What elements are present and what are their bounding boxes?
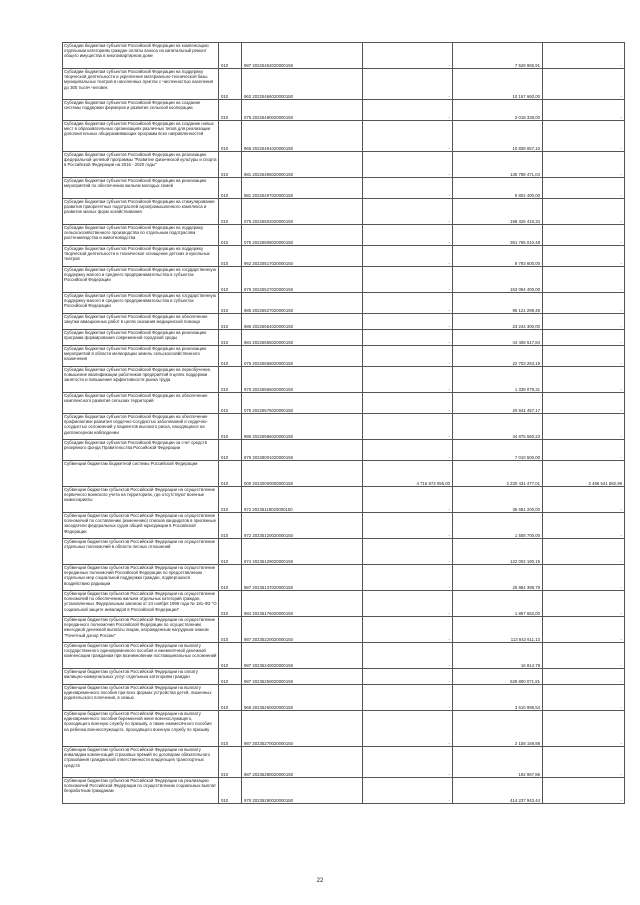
row-executed-cell: 23 244 300,00 [453,314,543,330]
row-name-cell: Субсидии бюджетам субъектов Российской Федерации на реализацию программ формирования современной городской среды [63,330,219,346]
row-code-cell: 010 [219,346,242,367]
table-row [63,440,625,461]
row-kbk-cell: 985 20225527020000150 [242,293,363,314]
row-unexecuted-cell: - [543,178,625,199]
row-kbk-cell: 979 20225527020000150 [242,267,363,293]
row-name-cell: Субвенции бюджетам субъектов Российской Федерации на осуществление переданного полномочия Российской Федерации по осуществлению ежегодной денежной выплаты лицам, награжденным нагрудным знаком "Почетный донор России" [63,617,219,643]
row-approved-cell: - [363,330,453,346]
row-code-cell: 010 [219,685,242,711]
row-kbk-cell: 962 20225517020000150 [242,246,363,267]
row-unexecuted-cell: - [543,617,625,643]
row-approved-cell: - [363,669,453,685]
row-unexecuted-cell: - [543,121,625,152]
row-unexecuted-cell: - [543,685,625,711]
row-executed-cell: 528 800 071,81 [453,669,543,685]
row-name-cell: Субвенции бюджетам субъектов Российской Федерации на выплату единовременного пособия беременной жене военнослужащего, проходящего военную службу по призыву, а также ежемесячного пособия на ребенка военнослужащего, проходящего военную службу по призыву [63,711,219,747]
row-executed-cell: 113 842 611,13 [453,617,543,643]
row-code-cell: 010 [219,393,242,414]
row-approved-cell: - [363,487,453,513]
row-executed-cell: 10 838 657,10 [453,121,543,152]
budget-table [62,42,625,804]
row-unexecuted-cell: - [543,487,625,513]
row-code-cell: 010 [219,711,242,747]
row-approved-cell: - [363,513,453,539]
row-kbk-cell: 986 20225554020000150 [242,314,363,330]
row-name-cell: Субвенции бюджетам субъектов Российской Федерации на выплату инвалидам компенсаций страховых премий по договорам обязательного страхования гражданской ответственности владельцев транспортных средств [63,747,219,778]
row-code-cell: 010 [219,69,242,100]
table-row [63,711,625,747]
row-code-cell: 010 [219,367,242,393]
row-approved-cell: - [363,246,453,267]
row-approved-cell: - [363,778,453,804]
row-unexecuted-cell: - [543,747,625,778]
row-code-cell: 010 [219,100,242,121]
row-approved-cell: 4 716 973 055,00 [363,461,453,487]
row-kbk-cell: 075 20225480020000150 [242,100,363,121]
budget-table-sheet [62,42,624,804]
row-unexecuted-cell: - [543,393,625,414]
row-kbk-cell: 987 20235250020000150 [242,669,363,685]
row-unexecuted-cell: - [543,100,625,121]
row-executed-cell: 1 508 700,00 [453,513,543,539]
row-approved-cell: - [363,199,453,225]
table-row [63,513,625,539]
table-row [63,487,625,513]
row-kbk-cell: 962 20225466020000150 [242,69,363,100]
row-unexecuted-cell: - [543,643,625,669]
row-kbk-cell: 075 20225576020000150 [242,393,363,414]
row-kbk-cell: 075 20225508020000150 [242,225,363,246]
row-executed-cell: 2 018 338,00 [453,100,543,121]
row-executed-cell: 10 167 660,00 [453,69,543,100]
row-approved-cell: - [363,414,453,440]
row-kbk-cell: 984 20225555020000150 [242,330,363,346]
row-approved-cell: - [363,565,453,591]
row-name-cell: Субсидии бюджетам субъектов Российской Федерации на создание системы поддержки фермеров и развитие сельской кооперации [63,100,219,121]
row-approved-cell: - [363,152,453,178]
row-unexecuted-cell: - [543,293,625,314]
table-row [63,225,625,246]
row-kbk-cell: 987 20235270020000150 [242,711,363,747]
row-executed-cell: 7 528 965,91 [453,43,543,69]
row-name-cell: Субсидии бюджетам субъектов Российской Федерации на обеспечение закупки авиационных работ в целях оказания медицинской помощи [63,314,219,330]
row-kbk-cell: 972 20235118020000150 [242,487,363,513]
table-row [63,152,625,178]
row-code-cell: 010 [219,487,242,513]
table-row [63,669,625,685]
table-row [63,121,625,152]
table-row [63,565,625,591]
row-code-cell: 010 [219,330,242,346]
table-row [63,69,625,100]
row-approved-cell: - [363,100,453,121]
row-unexecuted-cell: - [543,246,625,267]
row-code-cell: 010 [219,121,242,152]
table-row [63,330,625,346]
row-executed-cell: 16 814,78 [453,643,543,669]
table-row [63,747,625,778]
row-kbk-cell: 987 20235240020000150 [242,643,363,669]
row-unexecuted-cell: - [543,778,625,804]
row-unexecuted-cell: - [543,346,625,367]
row-unexecuted-cell: - [543,591,625,617]
row-kbk-cell: 987 20235220020000150 [242,617,363,643]
row-code-cell: 010 [219,461,242,487]
row-unexecuted-cell: - [543,414,625,440]
row-name-cell: Субвенции бюджетам субъектов Российской Федерации на осуществление отдельных полномочий в области лесных отношений [63,539,219,565]
row-approved-cell: - [363,617,453,643]
table-row [63,539,625,565]
row-kbk-cell: 966 20225491020000150 [242,121,363,152]
row-name-cell: Субвенции бюджетам субъектов Российской Федерации на выплату единовременного пособия при всех формах устройства детей, лишенных родительского попечения, в семью [63,685,219,711]
row-unexecuted-cell: - [543,565,625,591]
row-approved-cell: - [363,643,453,669]
row-unexecuted-cell: - [543,711,625,747]
row-executed-cell: 192 967,86 [453,747,543,778]
row-code-cell: 010 [219,314,242,330]
row-code-cell: 010 [219,617,242,643]
row-executed-cell: 95 121 299,49 [453,293,543,314]
row-executed-cell: 44 408 617,84 [453,330,543,346]
row-code-cell: 010 [219,747,242,778]
row-unexecuted-cell: - [543,199,625,225]
row-kbk-cell: 986 20225586020000150 [242,414,363,440]
table-row [63,591,625,617]
page-number: 22 [316,878,324,884]
table-row [63,314,625,330]
row-unexecuted-cell: - [543,513,625,539]
row-executed-cell: 2 230 431 477,01 [453,461,543,487]
row-name-cell: Субсидии бюджетам субъектов Российской Федерации на поддержку творческой деятельности и техническое оснащение детских и кукольных театров [63,246,219,267]
row-kbk-cell: 000 20230000000000150 [242,461,363,487]
row-kbk-cell: 972 20235120020000150 [242,513,363,539]
row-approved-cell: - [363,69,453,100]
row-code-cell: 010 [219,513,242,539]
row-unexecuted-cell: - [543,314,625,330]
row-kbk-cell: 075 20225502020000150 [242,199,363,225]
row-approved-cell: - [363,539,453,565]
row-code-cell: 010 [219,440,242,461]
row-executed-cell: 1 339 079,31 [453,367,543,393]
row-code-cell: 010 [219,591,242,617]
row-kbk-cell: 974 20235129020000150 [242,539,363,565]
row-unexecuted-cell: - [543,267,625,293]
row-executed-cell: 34 875 560,23 [453,414,543,440]
table-row [63,246,625,267]
row-unexecuted-cell: - [543,43,625,69]
row-name-cell: Субсидии бюджетам субъектов Российской Федерации на государственную поддержку малого и среднего предпринимательства в субъектах Российской Федерации [63,267,219,293]
row-code-cell: 010 [219,43,242,69]
row-name-cell: Субсидии бюджетам субъектов Российской Федерации на компенсацию отдельным категориям граждан оплаты взноса на капитальный ремонт общего имущества в многоквартирном доме [63,43,219,69]
row-kbk-cell: 981 20225497020000150 [242,178,363,199]
row-approved-cell: - [363,121,453,152]
row-kbk-cell: 075 20225568020000150 [242,346,363,367]
table-row [63,778,625,804]
row-code-cell: 010 [219,778,242,804]
table-row [63,617,625,643]
row-executed-cell: 20 841 457,17 [453,393,543,414]
row-unexecuted-cell: - [543,669,625,685]
row-code-cell: 010 [219,152,242,178]
row-executed-cell: 9 802 400,00 [453,178,543,199]
row-unexecuted-cell: - [543,152,625,178]
row-unexecuted-cell: - [543,367,625,393]
row-executed-cell: 153 094 400,00 [453,267,543,293]
table-row [63,267,625,293]
row-name-cell: Субсидии бюджетам субъектов Российской Федерации на поддержку творческой деятельности и укрепление материально-технической базы муниципальных театров в населенных пунктах с численностью населения до 300 тысяч человек [63,69,219,100]
row-approved-cell: - [363,225,453,246]
table-row [63,178,625,199]
row-unexecuted-cell: 2 486 541 582,99 [543,461,625,487]
row-executed-cell: 3 610 998,54 [453,685,543,711]
row-executed-cell: 7 010 500,00 [453,440,543,461]
row-unexecuted-cell: - [543,539,625,565]
row-executed-cell: 1 857 652,00 [453,591,543,617]
row-code-cell: 010 [219,178,242,199]
row-unexecuted-cell: - [543,69,625,100]
row-code-cell: 010 [219,643,242,669]
row-approved-cell: - [363,43,453,69]
row-code-cell: 010 [219,199,242,225]
row-code-cell: 010 [219,539,242,565]
row-executed-cell: 135 788 471,04 [453,152,543,178]
row-name-cell: Субсидии бюджетам субъектов Российской Федерации за счет средств резервного фонда Правительства Российской Федерации [63,440,219,461]
row-name-cell: Субвенции бюджетам субъектов Российской Федерации на оплату жилищно-коммунальных услуг отдельным категориям граждан [63,669,219,685]
row-name-cell: Субсидии бюджетам субъектов Российской Федерации на реализацию федеральной целевой программы "Развитие физической культуры и спорта в Российской Федерации на 2016 - 2020 годы" [63,152,219,178]
row-name-cell: Субвенции бюджетам субъектов Российской Федерации на осуществление первичного воинского учета на территориях, где отсутствуют военные комиссариаты [63,487,219,513]
row-executed-cell: 122 002 190,19 [453,539,543,565]
table-row [63,685,625,711]
row-code-cell: 010 [219,267,242,293]
row-approved-cell: - [363,293,453,314]
row-approved-cell: - [363,747,453,778]
row-approved-cell: - [363,367,453,393]
row-name-cell: Субвенции бюджетам субъектов Российской Федерации на реализацию полномочий Российской Федерации по осуществлению социальных выплат безработным гражданам [63,778,219,804]
row-executed-cell: 351 765 010,48 [453,225,543,246]
row-kbk-cell: 984 20235176020000150 [242,591,363,617]
row-kbk-cell: 970 20225566020000150 [242,367,363,393]
row-name-cell: Субсидии бюджетам субъектов Российской Федерации на реализацию мероприятий в области мелиорации земель сельскохозяйственного назначения [63,346,219,367]
row-executed-cell: 2 158 159,88 [453,711,543,747]
row-code-cell: 010 [219,565,242,591]
table-row [63,100,625,121]
table-body [63,43,625,804]
row-approved-cell: - [363,178,453,199]
table-row [63,346,625,367]
row-approved-cell: - [363,591,453,617]
row-name-cell: Субвенции бюджетам субъектов Российской Федерации на осуществление переданных полномочий Российской Федерации по предоставлению отдельных мер социальной поддержки граждан, подвергшихся воздействию радиации [63,565,219,591]
table-row [63,393,625,414]
row-approved-cell: - [363,393,453,414]
row-executed-cell: 8 793 600,00 [453,246,543,267]
row-unexecuted-cell: - [543,225,625,246]
row-name-cell: Субсидии бюджетам субъектов Российской Федерации на стимулирование развития приоритетных подотраслей агропромышленного комплекса и развитие малых форм хозяйствования [63,199,219,225]
row-code-cell: 010 [219,225,242,246]
row-kbk-cell: 979 20229001020000150 [242,440,363,461]
row-code-cell: 010 [219,246,242,267]
table-row [63,367,625,393]
row-code-cell: 010 [219,293,242,314]
table-row [63,43,625,69]
row-approved-cell: - [363,711,453,747]
table-row [63,293,625,314]
row-name-cell: Субсидии бюджетам субъектов Российской Федерации на переобучение, повышение квалификации работников предприятий в целях поддержки занятости и повышения эффективности рынка труда [63,367,219,393]
table-row [63,643,625,669]
row-approved-cell: - [363,267,453,293]
row-kbk-cell: 987 20235280020000150 [242,747,363,778]
table-row [63,199,625,225]
table-row [63,414,625,440]
row-approved-cell: - [363,346,453,367]
row-name-cell: Субвенции бюджетам бюджетной системы Российской Федерации [63,461,219,487]
row-name-cell: Субсидии бюджетам субъектов Российской Федерации на поддержку сельскохозяйственного производства по отдельным подотраслям растениеводства и животноводства [63,225,219,246]
row-approved-cell: - [363,685,453,711]
row-kbk-cell: 987 20225462020000150 [242,43,363,69]
row-name-cell: Субсидии бюджетам субъектов Российской Федерации на государственную поддержку малого и среднего предпринимательства в субъектах Российской Федерации [63,293,219,314]
row-approved-cell: - [363,440,453,461]
row-code-cell: 010 [219,669,242,685]
table-row [63,461,625,487]
row-unexecuted-cell: - [543,440,625,461]
row-code-cell: 010 [219,414,242,440]
row-name-cell: Субвенции бюджетам субъектов Российской Федерации на осуществление полномочий по обеспечению жильем отдельных категорий граждан, установленных Федеральным законом от 24 ноября 1995 года № 181-ФЗ "О социальной защите инвалидов в Российской Федерации" [63,591,219,617]
row-executed-cell: 35 681 200,00 [453,487,543,513]
row-name-cell: Субсидии бюджетам субъектов Российской Федерации на реализацию мероприятий по обеспечению жильем молодых семей [63,178,219,199]
row-executed-cell: 22 703 263,19 [453,346,543,367]
row-executed-cell: 414 237 943,44 [453,778,543,804]
row-name-cell: Субвенции бюджетам субъектов Российской Федерации на выплату государственного единовременного пособия и ежемесячной денежной компенсации гражданам при возникновении поствакцинальных осложнений [63,643,219,669]
row-name-cell: Субсидии бюджетам субъектов Российской Федерации на обеспечение профилактики развития сердечно-сосудистых заболеваний и сердечно-сосудистых осложнений у пациентов высокого риска, находящихся на диспансерном наблюдении [63,414,219,440]
row-executed-cell: 198 326 419,34 [453,199,543,225]
row-name-cell: Субсидии бюджетам субъектов Российской Федерации на создание новых мест в образовательных организациях различных типов для реализации дополнительных общеразвивающих программ всех направленностей [63,121,219,152]
row-kbk-cell: 966 20235260020000150 [242,685,363,711]
row-name-cell: Субвенции бюджетам субъектов Российской Федерации на осуществление полномочий по составлению (изменению) списков кандидатов в присяжные заседатели федеральных судов общей юрисдикции в Российской Федерации [63,513,219,539]
row-executed-cell: 26 884 398,79 [453,565,543,591]
row-kbk-cell: 970 20235290020000150 [242,778,363,804]
row-kbk-cell: 987 20235137020000150 [242,565,363,591]
row-approved-cell: - [363,314,453,330]
row-name-cell: Субсидии бюджетам субъектов Российской Федерации на обеспечение комплексного развития сельских территорий [63,393,219,414]
row-kbk-cell: 981 20225495020000150 [242,152,363,178]
row-unexecuted-cell: - [543,330,625,346]
